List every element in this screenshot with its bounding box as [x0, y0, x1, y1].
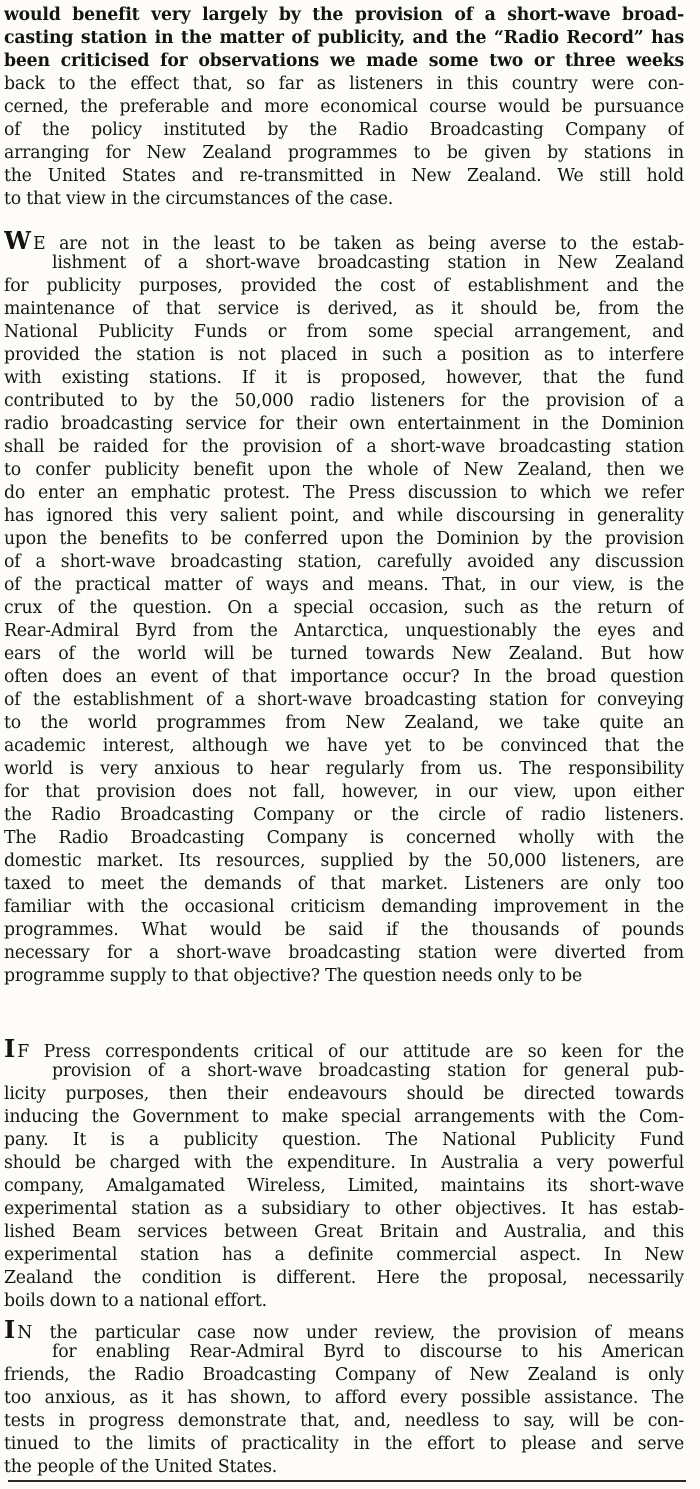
- text-line: tinued to the limits of practicality in the effort to please and serve: [4, 1434, 684, 1454]
- text-line: provision of a short-wave broadcasting station for general pub-: [52, 1061, 684, 1081]
- text-line: the United States and re-transmitted in New Zealand. We still hold: [4, 166, 684, 186]
- text-line: Zealand the condition is different. Here the proposal, necessarily: [4, 1268, 684, 1288]
- text-line: lished Beam services between Great Britain and Australia, and this: [4, 1222, 684, 1242]
- text-line: programme supply to that objective? The question needs only to be: [4, 966, 582, 986]
- text-line: academic interest, although we have yet to be convinced that the: [4, 736, 684, 756]
- text-line: crux of the question. On a special occasion, such as the return of: [4, 598, 684, 618]
- text-line: for publicity purposes, provided the cost of establishment and the: [4, 276, 684, 296]
- text-line: experimental station has a definite commercial aspect. In New: [4, 1245, 684, 1265]
- text-line: of the establishment of a short-wave broadcasting station for conveying: [4, 690, 684, 710]
- text-line-first-rest: N the particular case now under review, the provision of means: [17, 1323, 684, 1341]
- text-line: of a short-wave broadcasting station, carefully avoided any discussion: [4, 552, 684, 572]
- text-line: casting station in the matter of publicity, and the “Radio Record” has: [4, 28, 684, 48]
- text-line: necessary for a short-wave broadcasting station were diverted from: [4, 943, 684, 963]
- text-line: company, Amalgamated Wireless, Limited, maintains its short-wave: [4, 1176, 684, 1196]
- text-line: too anxious, as it has shown, to afford every possible assistance. The: [4, 1388, 684, 1408]
- text-line: pany. It is a publicity question. The National Publicity Fund: [4, 1130, 684, 1150]
- text-line: inducing the Government to make special arrangements with the Com-: [4, 1107, 684, 1127]
- paragraph-byrd-review: [4, 1318, 684, 1479]
- text-line-first: [4, 229, 684, 252]
- drop-cap-letter: I: [4, 1318, 16, 1341]
- text-line: cerned, the preferable and more economical course would be pursuance: [4, 97, 684, 117]
- text-line: the Radio Broadcasting Company or the circle of radio listeners.: [4, 805, 684, 825]
- text-line: shall be raided for the provision of a short-wave broadcasting station: [4, 437, 684, 457]
- text-line: Rear-Admiral Byrd from the Antarctica, unquestionably the eyes and: [4, 621, 684, 641]
- text-line: radio broadcasting service for their own entertainment in the Dominion: [4, 414, 684, 434]
- text-line: do enter an emphatic protest. The Press discussion to which we refer: [4, 483, 684, 503]
- text-line: experimental station as a subsidiary to other objectives. It has estab-: [4, 1199, 684, 1219]
- text-line: maintenance of that service is derived, as it should be, from the: [4, 299, 684, 319]
- text-line: licity purposes, then their endeavours should be directed towards: [4, 1084, 684, 1104]
- text-line: familiar with the occasional criticism demanding improvement in the: [4, 897, 684, 917]
- text-line: should be charged with the expenditure. In Australia a very powerful: [4, 1153, 684, 1173]
- text-line: for that provision does not fall, however, in our view, upon either: [4, 782, 684, 802]
- text-line: for enabling Rear-Admiral Byrd to discourse to his American: [52, 1342, 684, 1362]
- text-line: with existing stations. If it is proposed, however, that the fund: [4, 368, 684, 388]
- bottom-rule: [8, 1480, 686, 1482]
- text-line: to the world programmes from New Zealand, we take quite an: [4, 713, 684, 733]
- text-line: lishment of a short-wave broadcasting station in New Zealand: [52, 253, 684, 273]
- text-line-first: [4, 1318, 684, 1341]
- text-line-first-rest: E are not in the least to be taken as being averse to the estab-: [32, 234, 684, 252]
- text-line: domestic market. Its resources, supplied by the 50,000 listeners, are: [4, 851, 684, 871]
- text-line: has ignored this very salient point, and while discoursing in generality: [4, 506, 684, 526]
- text-line-first-rest: F Press correspondents critical of our attitude are so keen for the: [17, 1042, 684, 1060]
- text-line: to confer publicity benefit upon the whole of New Zealand, then we: [4, 460, 684, 480]
- text-line-first: [4, 1037, 684, 1060]
- text-line: often does an event of that importance occur? In the broad question: [4, 667, 684, 687]
- paragraph-press-correspondents: [4, 1037, 684, 1313]
- text-line: The Radio Broadcasting Company is concerned wholly with the: [4, 828, 684, 848]
- text-line: arranging for New Zealand programmes to be given by stations in: [4, 143, 684, 163]
- text-line: been criticised for observations we made some two or three weeks: [4, 51, 684, 71]
- text-line: ears of the world will be turned towards New Zealand. But how: [4, 644, 684, 664]
- text-line: to that view in the circumstances of the case.: [4, 189, 394, 209]
- text-line: friends, the Radio Broadcasting Company of New Zealand is only: [4, 1365, 684, 1385]
- text-line: boils down to a national effort.: [4, 1291, 267, 1311]
- text-line: of the practical matter of ways and means. That, in our view, is the: [4, 575, 684, 595]
- text-line: back to the effect that, so far as listeners in this country were con-: [4, 74, 684, 94]
- paragraph-publicity-intro: [4, 4, 684, 211]
- text-line: would benefit very largely by the provision of a short-wave broad-: [4, 5, 684, 25]
- text-line: provided the station is not placed in such a position as to interfere: [4, 345, 684, 365]
- paragraph-not-averse: [4, 229, 684, 988]
- text-line: of the policy instituted by the Radio Broadcasting Company of: [4, 120, 684, 140]
- text-line: contributed to by the 50,000 radio listeners for the provision of a: [4, 391, 684, 411]
- text-line: programmes. What would be said if the thousands of pounds: [4, 920, 684, 940]
- text-line: National Publicity Funds or from some special arrangement, and: [4, 322, 684, 342]
- text-line: world is very anxious to hear regularly from us. The responsibility: [4, 759, 684, 779]
- text-line: taxed to meet the demands of that market. Listeners are only too: [4, 874, 684, 894]
- text-line: the people of the United States.: [4, 1457, 278, 1477]
- text-line: upon the benefits to be conferred upon the Dominion by the provision: [4, 529, 684, 549]
- drop-cap-letter: W: [4, 229, 31, 252]
- text-line: tests in progress demonstrate that, and, needless to say, will be con-: [4, 1411, 684, 1431]
- drop-cap-letter: I: [4, 1037, 16, 1060]
